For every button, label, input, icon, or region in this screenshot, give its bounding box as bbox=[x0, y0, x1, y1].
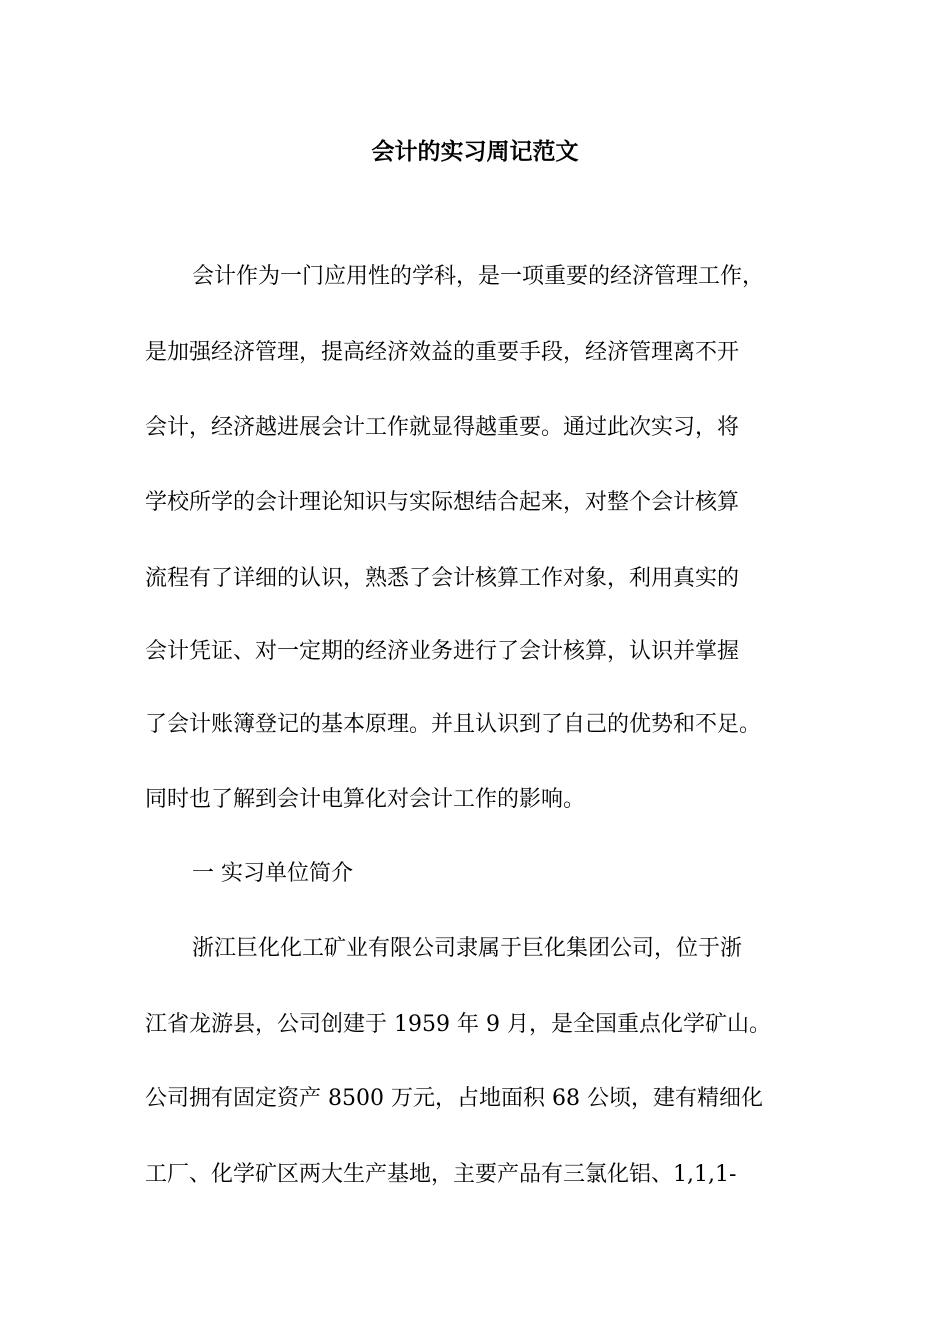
paragraph-line: 会计，经济越进展会计工作就显得越重要。通过此次实习，将 bbox=[145, 415, 740, 440]
paragraph-line: 浙江巨化化工矿业有限公司隶属于巨化集团公司，位于浙 bbox=[192, 936, 743, 961]
paragraph-line: 公司拥有固定资产 8500 万元，占地面积 68 公顷，建有精细化 bbox=[145, 1086, 763, 1111]
section-heading: 一 实习单位简介 bbox=[192, 861, 353, 886]
paragraph-line: 了会计账簿登记的基本原理。并且认识到了自己的优势和不足。 bbox=[145, 712, 762, 737]
paragraph-line: 江省龙游县，公司创建于 1959 年 9 月，是全国重点化学矿山。 bbox=[145, 1012, 771, 1037]
document-title: 会计的实习周记范文 bbox=[371, 139, 579, 165]
paragraph-line: 会计作为一门应用性的学科，是一项重要的经济管理工作， bbox=[192, 264, 765, 289]
paragraph-line: 流程有了详细的认识，熟悉了会计核算工作对象，利用真实的 bbox=[145, 566, 740, 591]
paragraph-line: 同时也了解到会计电算化对会计工作的影响。 bbox=[145, 787, 586, 812]
paragraph-line: 学校所学的会计理论知识与实际想结合起来，对整个会计核算 bbox=[145, 490, 740, 515]
paragraph-line: 会计凭证、对一定期的经济业务进行了会计核算，认识并掌握 bbox=[145, 639, 740, 664]
paragraph-line: 工厂、化学矿区两大生产基地，主要产品有三氯化铝、1,1,1- bbox=[145, 1162, 737, 1187]
paragraph-line: 是加强经济管理，提高经济效益的重要手段，经济管理离不开 bbox=[145, 340, 740, 365]
